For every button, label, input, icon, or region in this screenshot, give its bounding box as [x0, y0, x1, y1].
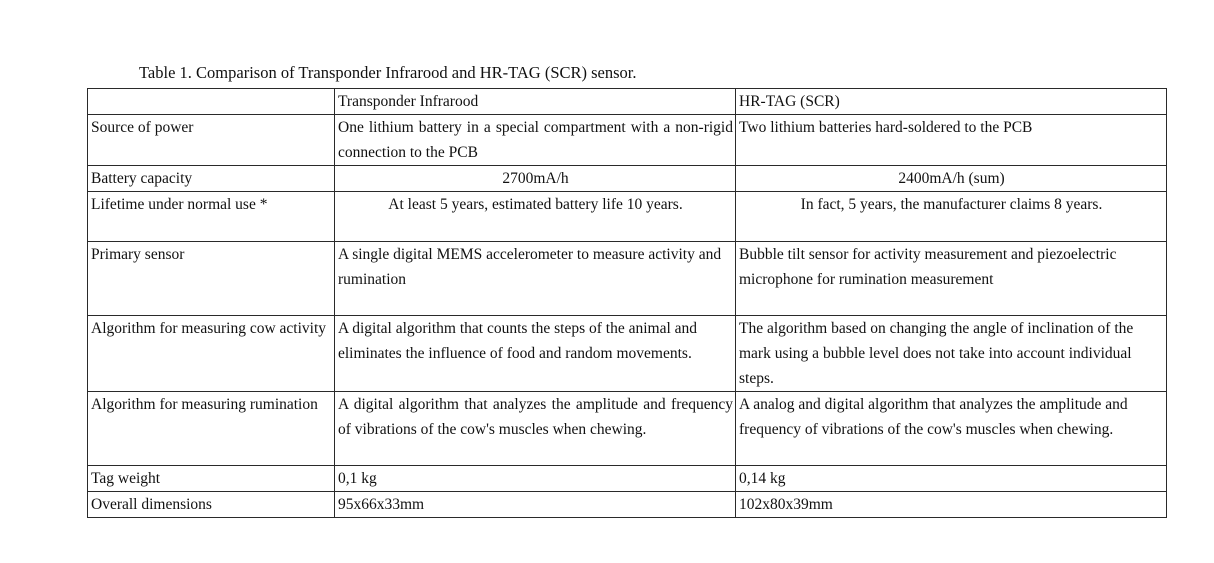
table-row: [88, 166, 1167, 192]
comparison-table: [87, 88, 1167, 518]
table-row: [88, 316, 1167, 392]
cell-transponder-overall-dimensions: 95x66x33mm: [335, 492, 736, 518]
cell-transponder-algorithm-cow-activity: A digital algorithm that counts the steps of the animal and eliminates the influence of food and random movements.: [335, 316, 736, 392]
table-row: [88, 492, 1167, 518]
column-header-transponder: Transponder Infrarood: [335, 89, 736, 115]
row-label-lifetime-under-normal-use: Lifetime under normal use *: [88, 192, 335, 242]
row-label-algorithm-rumination: Algorithm for measuring rumination: [88, 392, 335, 466]
table-row: [88, 466, 1167, 492]
comparison-table-container: [87, 88, 1166, 518]
row-label-source-of-power: Source of power: [88, 115, 335, 166]
cell-hrtag-algorithm-cow-activity: The algorithm based on changing the angle of inclination of the mark using a bubble level does not take into account individual steps.: [736, 316, 1167, 392]
cell-hrtag-overall-dimensions: 102x80x39mm: [736, 492, 1167, 518]
table-caption: Table 1. Comparison of Transponder Infrarood and HR-TAG (SCR) sensor.: [139, 63, 637, 82]
cell-transponder-primary-sensor: A single digital MEMS accelerometer to measure activity and rumination: [335, 242, 736, 316]
cell-transponder-battery-capacity: 2700mA/h: [335, 166, 736, 192]
row-label-overall-dimensions: Overall dimensions: [88, 492, 335, 518]
row-label-tag-weight: Tag weight: [88, 466, 335, 492]
row-label-battery-capacity: Battery capacity: [88, 166, 335, 192]
cell-hrtag-source-of-power: Two lithium batteries hard-soldered to the PCB: [736, 115, 1167, 166]
cell-transponder-lifetime: At least 5 years, estimated battery life 10 years.: [335, 192, 736, 242]
cell-hrtag-tag-weight: 0,14 kg: [736, 466, 1167, 492]
cell-transponder-algorithm-rumination: A digital algorithm that analyzes the amplitude and frequency of vibrations of the cow's muscles when chewing.: [335, 392, 736, 466]
table-row: [88, 392, 1167, 466]
cell-hrtag-primary-sensor: Bubble tilt sensor for activity measurement and piezoelectric microphone for rumination measurement: [736, 242, 1167, 316]
cell-transponder-tag-weight: 0,1 kg: [335, 466, 736, 492]
column-header-parameter: [88, 89, 335, 115]
cell-hrtag-algorithm-rumination: A analog and digital algorithm that analyzes the amplitude and frequency of vibrations of the cow's muscles when chewing.: [736, 392, 1167, 466]
cell-hrtag-battery-capacity: 2400mA/h (sum): [736, 166, 1167, 192]
table-row: [88, 192, 1167, 242]
row-label-algorithm-cow-activity: Algorithm for measuring cow activity: [88, 316, 335, 392]
table-row: [88, 115, 1167, 166]
column-header-hrtag: HR-TAG (SCR): [736, 89, 1167, 115]
row-label-primary-sensor: Primary sensor: [88, 242, 335, 316]
cell-hrtag-lifetime: In fact, 5 years, the manufacturer claims 8 years.: [736, 192, 1167, 242]
table-header-row: [88, 89, 1167, 115]
table-row: [88, 242, 1167, 316]
cell-transponder-source-of-power: One lithium battery in a special compartment with a non-rigid connection to the PCB: [335, 115, 736, 166]
